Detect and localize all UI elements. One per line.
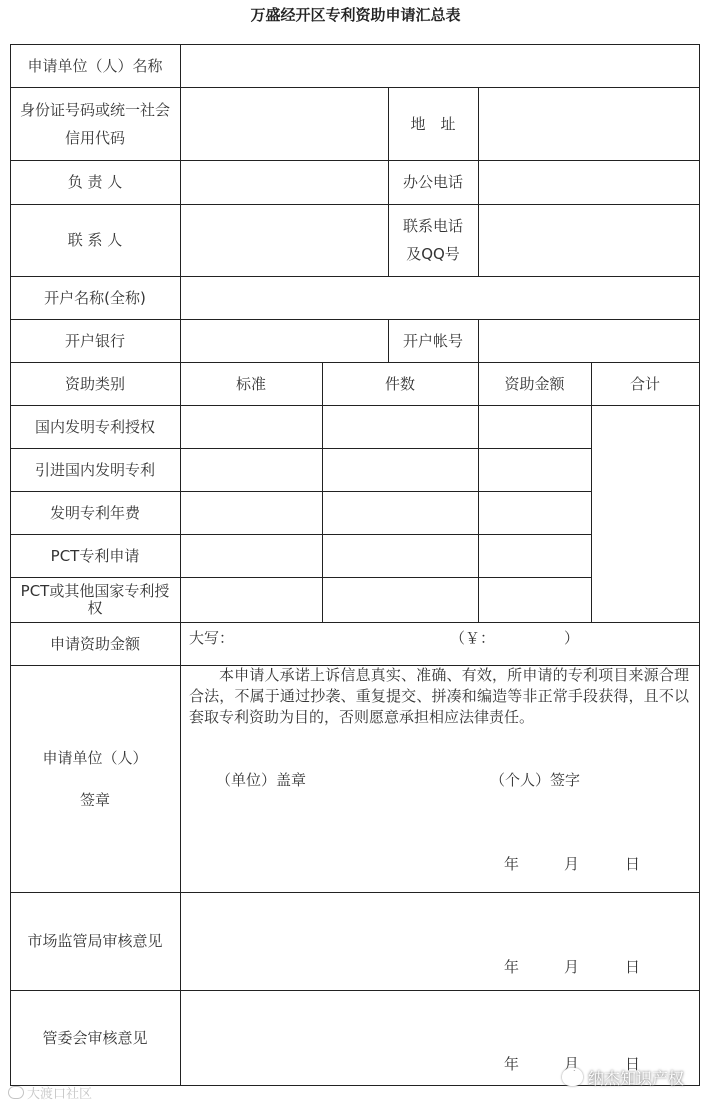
grid-line bbox=[478, 87, 479, 276]
contact-person-label: 联 系 人 bbox=[67, 231, 123, 249]
address-label: 地 址 bbox=[410, 114, 456, 133]
applicant-name-label: 申请单位（人）名称 bbox=[27, 56, 163, 75]
funding-category-annual-fee: 发明专利年费 bbox=[49, 503, 140, 522]
personal-sign-label: （个人）签字 bbox=[490, 771, 581, 789]
grid-line bbox=[180, 44, 181, 1086]
funding-category-pct-application: PCT专利申请 bbox=[50, 546, 140, 565]
form-title: 万盛经开区专利资助申请汇总表 bbox=[250, 6, 461, 24]
account-number-label: 开户帐号 bbox=[402, 331, 463, 350]
funding-header-total: 合计 bbox=[629, 374, 660, 393]
grid-line bbox=[478, 319, 479, 362]
bank-label: 开户银行 bbox=[64, 331, 125, 350]
watermark-left-text: 大渡口社区 bbox=[27, 1087, 93, 1102]
watermark-right-text: 纳杰知识产权 bbox=[588, 1069, 685, 1088]
signature-label-line2: 签章 bbox=[79, 790, 110, 809]
signature-date-year: 年 bbox=[504, 855, 520, 873]
committee-review-date-day: 日 bbox=[625, 1055, 641, 1073]
grid-line bbox=[699, 44, 700, 1086]
amount-yen-close: ） bbox=[564, 629, 580, 647]
market-bureau-review-label: 市场监管局审核意见 bbox=[27, 932, 163, 950]
signature-label-line1: 申请单位（人） bbox=[42, 748, 148, 767]
account-name-label: 开户名称(全称) bbox=[44, 288, 146, 307]
market-review-date-month: 月 bbox=[564, 958, 580, 976]
signature-date-day: 日 bbox=[625, 855, 641, 873]
pledge-statement bbox=[189, 665, 689, 728]
funding-category-domestic-invention: 国内发明专利授权 bbox=[34, 417, 155, 436]
unit-seal-label: （单位）盖章 bbox=[216, 771, 307, 789]
funding-header-category: 资助类别 bbox=[64, 374, 125, 393]
committee-review-label: 管委会审核意见 bbox=[42, 1028, 148, 1047]
funding-header-count: 件数 bbox=[384, 374, 415, 393]
amount-yen-open: （￥： bbox=[450, 629, 496, 647]
signature-date-month: 月 bbox=[564, 855, 580, 873]
funding-header-amount: 资助金额 bbox=[504, 374, 565, 393]
signature-label bbox=[10, 665, 180, 892]
amount-capital-label: 大写： bbox=[189, 629, 235, 647]
watermark-left bbox=[8, 1083, 92, 1102]
market-review-date-day: 日 bbox=[625, 958, 641, 976]
contact-phone-qq-label: 联系电话及QQ号 bbox=[402, 217, 463, 263]
pledge-text: 本申请人承诺上诉信息真实、准确、有效，所申请的专利项目来源合理合法，不属于通过抄袭、重复提交、拼凑和编造等非正常手段获得，且不以套取专利资助为目的，否则愿意承担相应法律责任。 bbox=[189, 666, 689, 726]
wechat-icon bbox=[562, 1068, 583, 1086]
watermark-right bbox=[562, 1066, 684, 1089]
committee-review-date-year: 年 bbox=[504, 1055, 520, 1073]
market-review-date-year: 年 bbox=[504, 958, 520, 976]
amount-label: 申请资助金额 bbox=[49, 634, 140, 653]
id-code-label: 身份证号码或统一社会信用代码 bbox=[19, 100, 170, 147]
person-in-charge-label: 负 责 人 bbox=[67, 173, 123, 191]
office-phone-label: 办公电话 bbox=[402, 173, 463, 191]
chat-bubble-icon bbox=[8, 1086, 24, 1099]
funding-category-imported-invention: 引进国内发明专利 bbox=[34, 460, 155, 479]
funding-category-pct-foreign-grant: PCT或其他国家专利授权 bbox=[20, 581, 170, 617]
funding-header-standard: 标准 bbox=[235, 374, 266, 393]
committee-review-date-month: 月 bbox=[564, 1055, 580, 1073]
